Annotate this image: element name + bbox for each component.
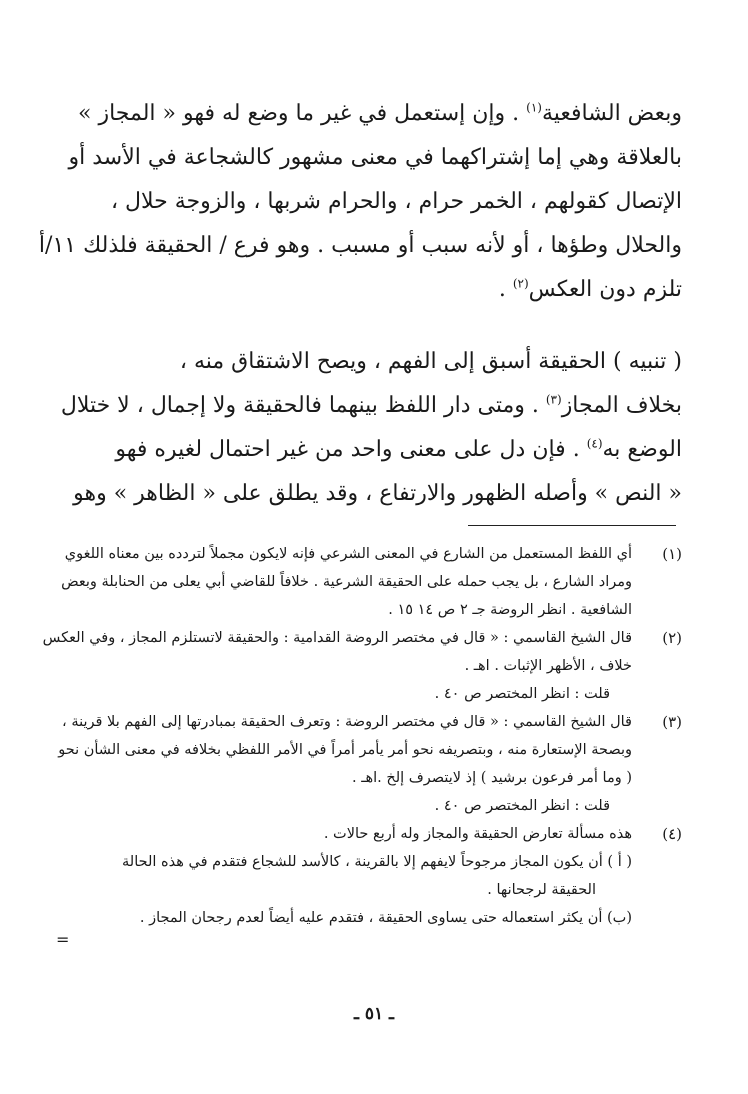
main-line-3: الإتصال كقولهم ، الخمر حرام ، والحرام شربها ، والزوجة حلال ،: [110, 189, 682, 214]
para2-line-4: « النص » وأصله الظهور والارتفاع ، وقد يطلق على « الظاهر » وهو: [73, 481, 682, 506]
footnote-ref-3[interactable]: (٣): [545, 392, 562, 407]
footnote-2: [42, 624, 682, 708]
footnote-number: (٢): [662, 629, 682, 647]
footnote-line: ( وما أمر فرعون برشيد ) إذ لايتصرف إلخ .اهـ .: [351, 770, 632, 786]
main-text: [38, 92, 682, 516]
para2-line-3: الوضع به$^{(٤)}$ . فإن دل على معنى واحد من غير احتمال لغيره فهو: [115, 436, 682, 462]
main-line-1: وبعض الشافعية$^{(١)}$ . وإن إستعمل في غير ما وضع له فهو « المجاز »: [78, 100, 682, 126]
footnote-separator: [468, 525, 676, 526]
footnote-3: [58, 708, 682, 820]
footnote-line: ( أ ) أن يكون المجاز مرجوحاً لايفهم إلا بالقرينة ، كالأسد للشجاع فتقدم في هذه الحالة: [122, 854, 632, 870]
para2-line-2: بخلاف المجاز$^{(٣)}$ . ومتى دار اللفظ بينهما فالحقيقة ولا إجمال ، لا ختلال: [60, 392, 682, 418]
footnote-line: الشافعية . انظر الروضة جـ ٢ ص ١٤ ١٥ .: [388, 602, 632, 618]
main-line-2: بالعلاقة وهي إما إشتراكهما في معنى مشهور كالشجاعة في الأسد أو: [68, 145, 682, 170]
footnote-line: الحقيقة لرجحانها .: [487, 882, 596, 898]
footnote-line: قال الشيخ القاسمي : « قال في مختصر الروضة القدامية : والحقيقة لاتستلزم المجاز ، وفي العكس: [42, 630, 632, 646]
footnote-line: (ب) أن يكثر استعماله حتى يساوى الحقيقة ، فتقدم عليه أيضاً لعدم رجحان المجاز .: [139, 910, 632, 926]
footnote-line: أي اللفظ المستعمل من الشارع في المعنى الشرعي فإنه لايكون مجملاً لتردده بين معناه اللغوي: [64, 546, 632, 562]
footnote-line: قلت : انظر المختصر ص ٤٠ .: [434, 686, 610, 702]
footnote-line: ومراد الشارع ، بل يجب حمله على الحقيقة الشرعية . خلافاً للقاضي أبي يعلى من الحنابلة وبعض: [61, 574, 632, 590]
footnote-line: خلاف ، الأظهر الإثبات . اهـ .: [464, 658, 632, 674]
footnote-line: قال الشيخ القاسمي : « قال في مختصر الروضة : وتعرف الحقيقة بمبادرتها إلى الفهم بلا قرينة ،: [62, 714, 632, 730]
page-number: ـ ٥١ ـ: [353, 1004, 395, 1024]
main-line-5: تلزم دون العكس$^{(٢)}$ .: [498, 276, 682, 302]
footnote-number: (٣): [662, 713, 682, 731]
footnote-number: (١): [662, 545, 682, 563]
footnote-line: هذه مسألة تعارض الحقيقة والمجاز وله أربع حالات .: [323, 826, 632, 842]
footnote-ref-4[interactable]: (٤): [586, 436, 603, 451]
main-line-4: والحلال وطؤها ، أو لأنه سبب أو مسبب . وهو فرع / الحقيقة فلذلك ١١/أ: [38, 233, 682, 258]
paragraph-tanbih: [60, 340, 682, 516]
continuation-mark: =: [56, 930, 70, 949]
footnote-ref-1[interactable]: (١): [526, 100, 542, 115]
footnotes: [42, 540, 682, 932]
footnote-line: قلت : انظر المختصر ص ٤٠ .: [434, 798, 610, 814]
footnote-line: وبصحة الإستعارة منه ، وبتصريفه نحو أمر يأمر أمراً في الأمر اللفظي بخلافه في معنى الشأن نحو: [58, 742, 632, 758]
para2-line-1: ( تنبيه ) الحقيقة أسبق إلى الفهم ، ويصح الاشتقاق منه ،: [179, 349, 682, 374]
footnote-number: (٤): [662, 825, 682, 843]
footnote-ref-2[interactable]: (٢): [512, 276, 529, 291]
footnote-4: [70, 820, 682, 932]
footnote-1: [61, 540, 682, 624]
